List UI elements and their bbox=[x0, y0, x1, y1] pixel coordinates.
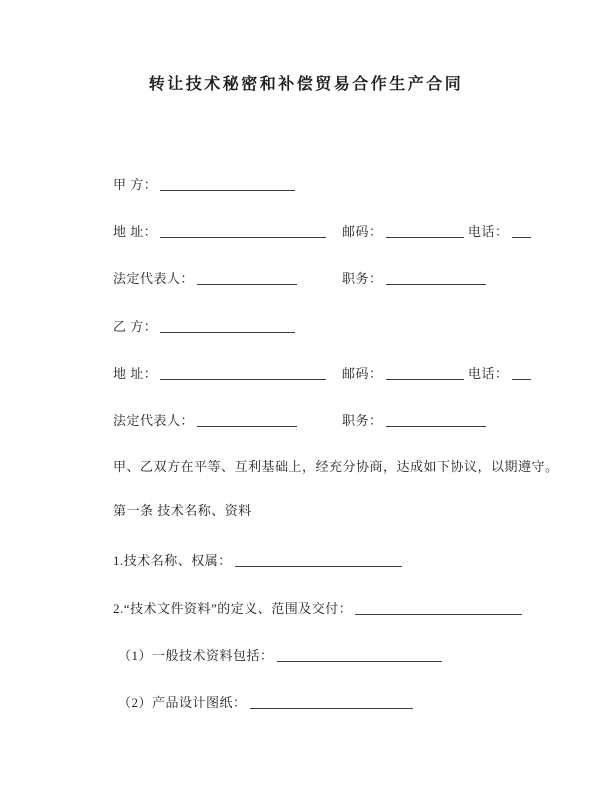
party-a-name-row bbox=[113, 174, 295, 192]
party-b-phone-group bbox=[468, 363, 531, 382]
party-a-legal-rep-label: 法定代表人： bbox=[113, 271, 195, 286]
party-a-position-group bbox=[342, 268, 486, 287]
party-b-position-label: 职务： bbox=[342, 413, 383, 428]
party-a-zip-group bbox=[342, 221, 464, 240]
article-1-sub-item-1-label: （1）一般技术资料包括： bbox=[118, 648, 274, 663]
party-a-zip-field bbox=[386, 225, 464, 238]
party-a-legal-rep-field bbox=[197, 272, 297, 285]
party-a-name-field bbox=[160, 178, 295, 191]
party-b-address-row bbox=[113, 363, 509, 381]
product-design-drawings-field bbox=[250, 696, 413, 709]
party-b-position-group bbox=[342, 410, 486, 429]
article-1-item-1-label: 1.技术名称、权属： bbox=[113, 553, 232, 568]
party-b-address-field bbox=[160, 367, 326, 380]
party-a-zip-label: 邮码： bbox=[342, 224, 383, 239]
party-a-address-label: 地 址： bbox=[113, 224, 158, 239]
party-b-name-row bbox=[113, 316, 295, 334]
party-b-address-label: 地 址： bbox=[113, 366, 158, 381]
party-a-phone-group bbox=[468, 221, 531, 240]
party-a-address-row bbox=[113, 221, 509, 239]
tech-name-ownership-field bbox=[235, 554, 402, 567]
party-b-phone-label: 电话： bbox=[468, 366, 509, 381]
document-title: 转让技术秘密和补偿贸易合作生产合同 bbox=[148, 76, 464, 93]
party-a-label: 甲 方： bbox=[113, 177, 158, 192]
party-a-phone-label: 电话： bbox=[468, 224, 509, 239]
party-a-position-field bbox=[386, 272, 486, 285]
party-a-position-label: 职务： bbox=[342, 271, 383, 286]
party-b-legal-rep-row bbox=[113, 410, 383, 428]
party-b-phone-field bbox=[512, 367, 531, 380]
party-b-zip-group bbox=[342, 363, 464, 382]
article-1-heading: 第一条 技术名称、资料 bbox=[113, 503, 252, 518]
party-b-zip-field bbox=[386, 367, 464, 380]
article-1-sub-item-2-row bbox=[118, 692, 413, 710]
general-tech-materials-field bbox=[277, 649, 442, 662]
party-a-address-field bbox=[160, 225, 326, 238]
party-b-zip-label: 邮码： bbox=[342, 366, 383, 381]
preamble-text: 甲、乙双方在平等、互利基础上，经充分协商，达成如下协议，以期遵守。 bbox=[113, 459, 559, 474]
article-1-sub-item-1-row bbox=[118, 645, 442, 663]
party-a-legal-rep-row bbox=[113, 268, 383, 286]
article-1-item-2-row bbox=[113, 598, 522, 616]
article-1-item-1-row bbox=[113, 550, 402, 568]
party-a-phone-field bbox=[512, 225, 531, 238]
tech-docs-definition-field bbox=[355, 602, 522, 615]
article-1-sub-item-2-label: （2）产品设计图纸： bbox=[118, 695, 247, 710]
party-b-name-field bbox=[160, 320, 295, 333]
article-1-item-2-label: 2.“技术文件资料”的定义、范围及交付： bbox=[113, 601, 353, 616]
party-b-legal-rep-label: 法定代表人： bbox=[113, 413, 195, 428]
party-b-label: 乙 方： bbox=[113, 319, 158, 334]
party-b-position-field bbox=[386, 414, 486, 427]
party-b-legal-rep-field bbox=[197, 414, 297, 427]
